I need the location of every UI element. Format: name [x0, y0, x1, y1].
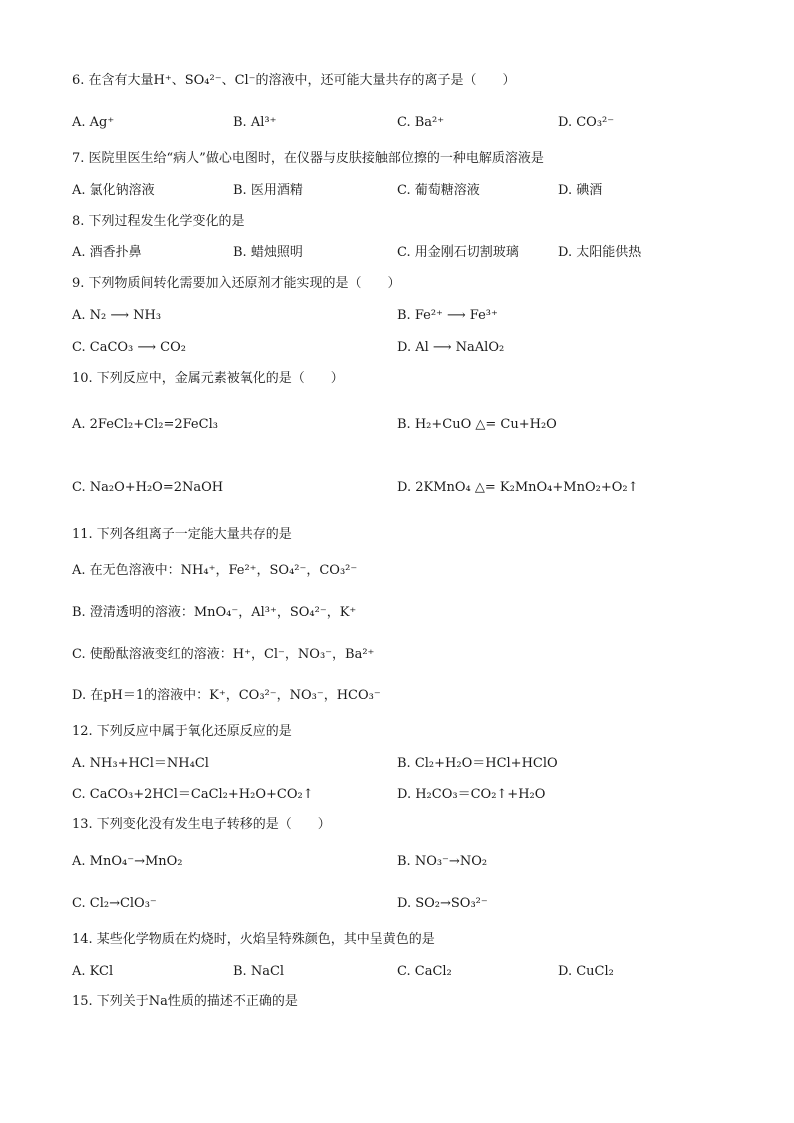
option-row-11c — [72, 645, 732, 665]
option-6-b[interactable]: B. Al³⁺ — [233, 115, 277, 130]
option-14-c[interactable]: C. CaCl₂ — [397, 964, 452, 979]
option-13-c[interactable]: C. Cl₂→ClO₃⁻ — [72, 896, 157, 911]
option-11-a[interactable]: A. 在无色溶液中：NH₄⁺，Fe²⁺，SO₄²⁻，CO₃²⁻ — [72, 563, 358, 578]
option-row-8 — [72, 243, 732, 263]
option-row-13b — [72, 894, 732, 914]
option-9-b[interactable]: B. Fe²⁺ ⟶ Fe³⁺ — [397, 308, 498, 323]
option-row-9b — [72, 338, 732, 358]
question-stem-10: 10. 下列反应中，金属元素被氧化的是（ ） — [72, 371, 344, 386]
question-stem-8: 8. 下列过程发生化学变化的是 — [72, 214, 245, 229]
option-6-d[interactable]: D. CO₃²⁻ — [558, 115, 615, 130]
option-13-b[interactable]: B. NO₃⁻→NO₂ — [397, 854, 488, 869]
option-7-c[interactable]: C. 葡萄糖溶液 — [397, 183, 480, 198]
option-10-c[interactable]: C. Na₂O+H₂O=2NaOH — [72, 480, 224, 495]
option-14-b[interactable]: B. NaCl — [233, 964, 285, 979]
option-row-10a — [72, 415, 732, 435]
option-12-b[interactable]: B. Cl₂+H₂O＝HCl+HClO — [397, 756, 558, 771]
option-8-a[interactable]: A. 酒香扑鼻 — [72, 245, 142, 260]
option-row-7 — [72, 181, 732, 201]
option-6-c[interactable]: C. Ba²⁺ — [397, 115, 445, 130]
question-stem-13: 13. 下列变化没有发生电子转移的是（ ） — [72, 817, 331, 832]
option-row-11d — [72, 686, 732, 706]
option-row-14 — [72, 962, 732, 982]
option-11-d[interactable]: D. 在pH＝1的溶液中：K⁺，CO₃²⁻，NO₃⁻，HCO₃⁻ — [72, 688, 381, 703]
option-row-12a — [72, 754, 732, 774]
option-7-b[interactable]: B. 医用酒精 — [233, 183, 303, 198]
option-row-6 — [72, 113, 732, 133]
option-row-10b — [72, 478, 732, 498]
question-stem-9: 9. 下列物质间转化需要加入还原剂才能实现的是（ ） — [72, 276, 401, 291]
option-11-c[interactable]: C. 使酚酞溶液变红的溶液：H⁺，Cl⁻，NO₃⁻，Ba²⁺ — [72, 647, 375, 662]
option-6-a[interactable]: A. Ag⁺ — [72, 115, 115, 130]
option-7-a[interactable]: A. 氯化钠溶液 — [72, 183, 155, 198]
option-10-b[interactable]: B. H₂+CuO △= Cu+H₂O — [397, 417, 557, 432]
option-row-11b — [72, 603, 732, 623]
option-row-13a — [72, 852, 732, 872]
question-stem-6: 6. 在含有大量H⁺、SO₄²⁻、Cl⁻的溶液中，还可能大量共存的离子是（ ） — [72, 73, 516, 88]
option-8-b[interactable]: B. 蜡烛照明 — [233, 245, 303, 260]
option-12-c[interactable]: C. CaCO₃+2HCl＝CaCl₂+H₂O+CO₂↑ — [72, 787, 314, 802]
option-14-a[interactable]: A. KCl — [72, 964, 114, 979]
option-13-d[interactable]: D. SO₂→SO₃²⁻ — [397, 896, 488, 911]
option-row-12b — [72, 785, 732, 805]
question-stem-15: 15. 下列关于Na性质的描述不正确的是 — [72, 994, 298, 1009]
option-12-a[interactable]: A. NH₃+HCl＝NH₄Cl — [72, 756, 209, 771]
option-7-d[interactable]: D. 碘酒 — [558, 183, 603, 198]
option-8-d[interactable]: D. 太阳能供热 — [558, 245, 642, 260]
question-stem-12: 12. 下列反应中属于氧化还原反应的是 — [72, 724, 292, 739]
option-8-c[interactable]: C. 用金刚石切割玻璃 — [397, 245, 519, 260]
option-row-9a — [72, 306, 732, 326]
question-stem-7: 7. 医院里医生给“病人”做心电图时，在仪器与皮肤接触部位擦的一种电解质溶液是 — [72, 151, 544, 166]
option-9-a[interactable]: A. N₂ ⟶ NH₃ — [72, 308, 162, 323]
question-stem-14: 14. 某些化学物质在灼烧时，火焰呈特殊颜色，其中呈黄色的是 — [72, 932, 435, 947]
option-12-d[interactable]: D. H₂CO₃＝CO₂↑+H₂O — [397, 787, 546, 802]
option-14-d[interactable]: D. CuCl₂ — [558, 964, 614, 979]
option-10-d[interactable]: D. 2KMnO₄ △= K₂MnO₄+MnO₂+O₂↑ — [397, 480, 639, 495]
option-13-a[interactable]: A. MnO₄⁻→MnO₂ — [72, 854, 183, 869]
option-10-a[interactable]: A. 2FeCl₂+Cl₂=2FeCl₃ — [72, 417, 218, 432]
question-stem-11: 11. 下列各组离子一定能大量共存的是 — [72, 527, 292, 542]
option-row-11a — [72, 561, 732, 581]
option-11-b[interactable]: B. 澄清透明的溶液：MnO₄⁻，Al³⁺，SO₄²⁻，K⁺ — [72, 605, 357, 620]
option-9-c[interactable]: C. CaCO₃ ⟶ CO₂ — [72, 340, 186, 355]
option-9-d[interactable]: D. Al ⟶ NaAlO₂ — [397, 340, 505, 355]
